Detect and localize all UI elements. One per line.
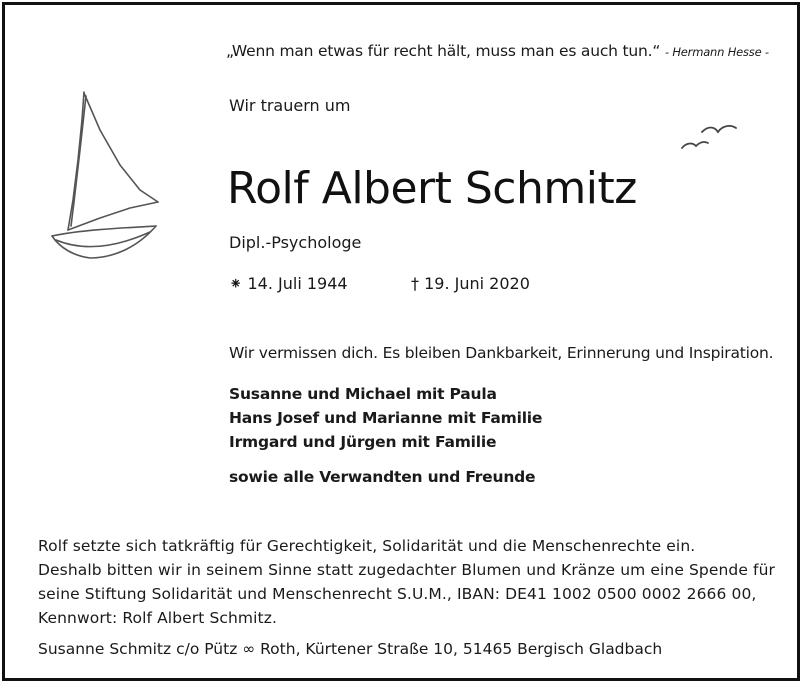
birth-date — [229, 274, 348, 293]
quote-author: - Hermann Hesse - — [664, 45, 769, 59]
donation-text-line: Deshalb bitten wir in seinem Sinne statt zugedachter Blumen und Kränze um eine Spende für — [38, 561, 775, 579]
intro-text: Wir trauern um — [229, 96, 351, 115]
mourner-line: Susanne und Michael mit Paula — [229, 385, 497, 403]
mourner-line: Irmgard und Jürgen mit Familie — [229, 433, 497, 451]
birth-symbol: ⁕ — [229, 274, 243, 293]
mourner-line: Hans Josef und Marianne mit Familie — [229, 409, 543, 427]
birth-date-text: 14. Juli 1944 — [247, 274, 348, 293]
quote — [226, 42, 769, 60]
deceased-name: Rolf Albert Schmitz — [227, 163, 637, 214]
farewell-message: Wir vermissen dich. Es bleiben Dankbarkeit, Erinnerung und Inspiration. — [229, 344, 774, 362]
sailboat-icon — [40, 90, 170, 270]
death-symbol: † — [411, 274, 419, 293]
deceased-profession: Dipl.-Psychologe — [229, 233, 362, 252]
birds-icon — [680, 118, 750, 153]
donation-text-line: Rolf setzte sich tatkräftig für Gerechtigkeit, Solidarität und die Menschenrechte ein. — [38, 537, 696, 555]
contact-address: Susanne Schmitz c/o Pütz ∞ Roth, Kürtener Straße 10, 51465 Bergisch Gladbach — [38, 640, 663, 658]
quote-text: „Wenn man etwas für recht hält, muss man es auch tun.“ — [226, 42, 661, 60]
donation-text-line: seine Stiftung Solidarität und Menschenrecht S.U.M., IBAN: DE41 1002 0500 0002 2666 00, — [38, 585, 757, 603]
death-date — [411, 274, 530, 293]
donation-text-line: Kennwort: Rolf Albert Schmitz. — [38, 609, 277, 627]
relatives-line: sowie alle Verwandten und Freunde — [229, 468, 536, 486]
death-date-text: 19. Juni 2020 — [424, 274, 530, 293]
